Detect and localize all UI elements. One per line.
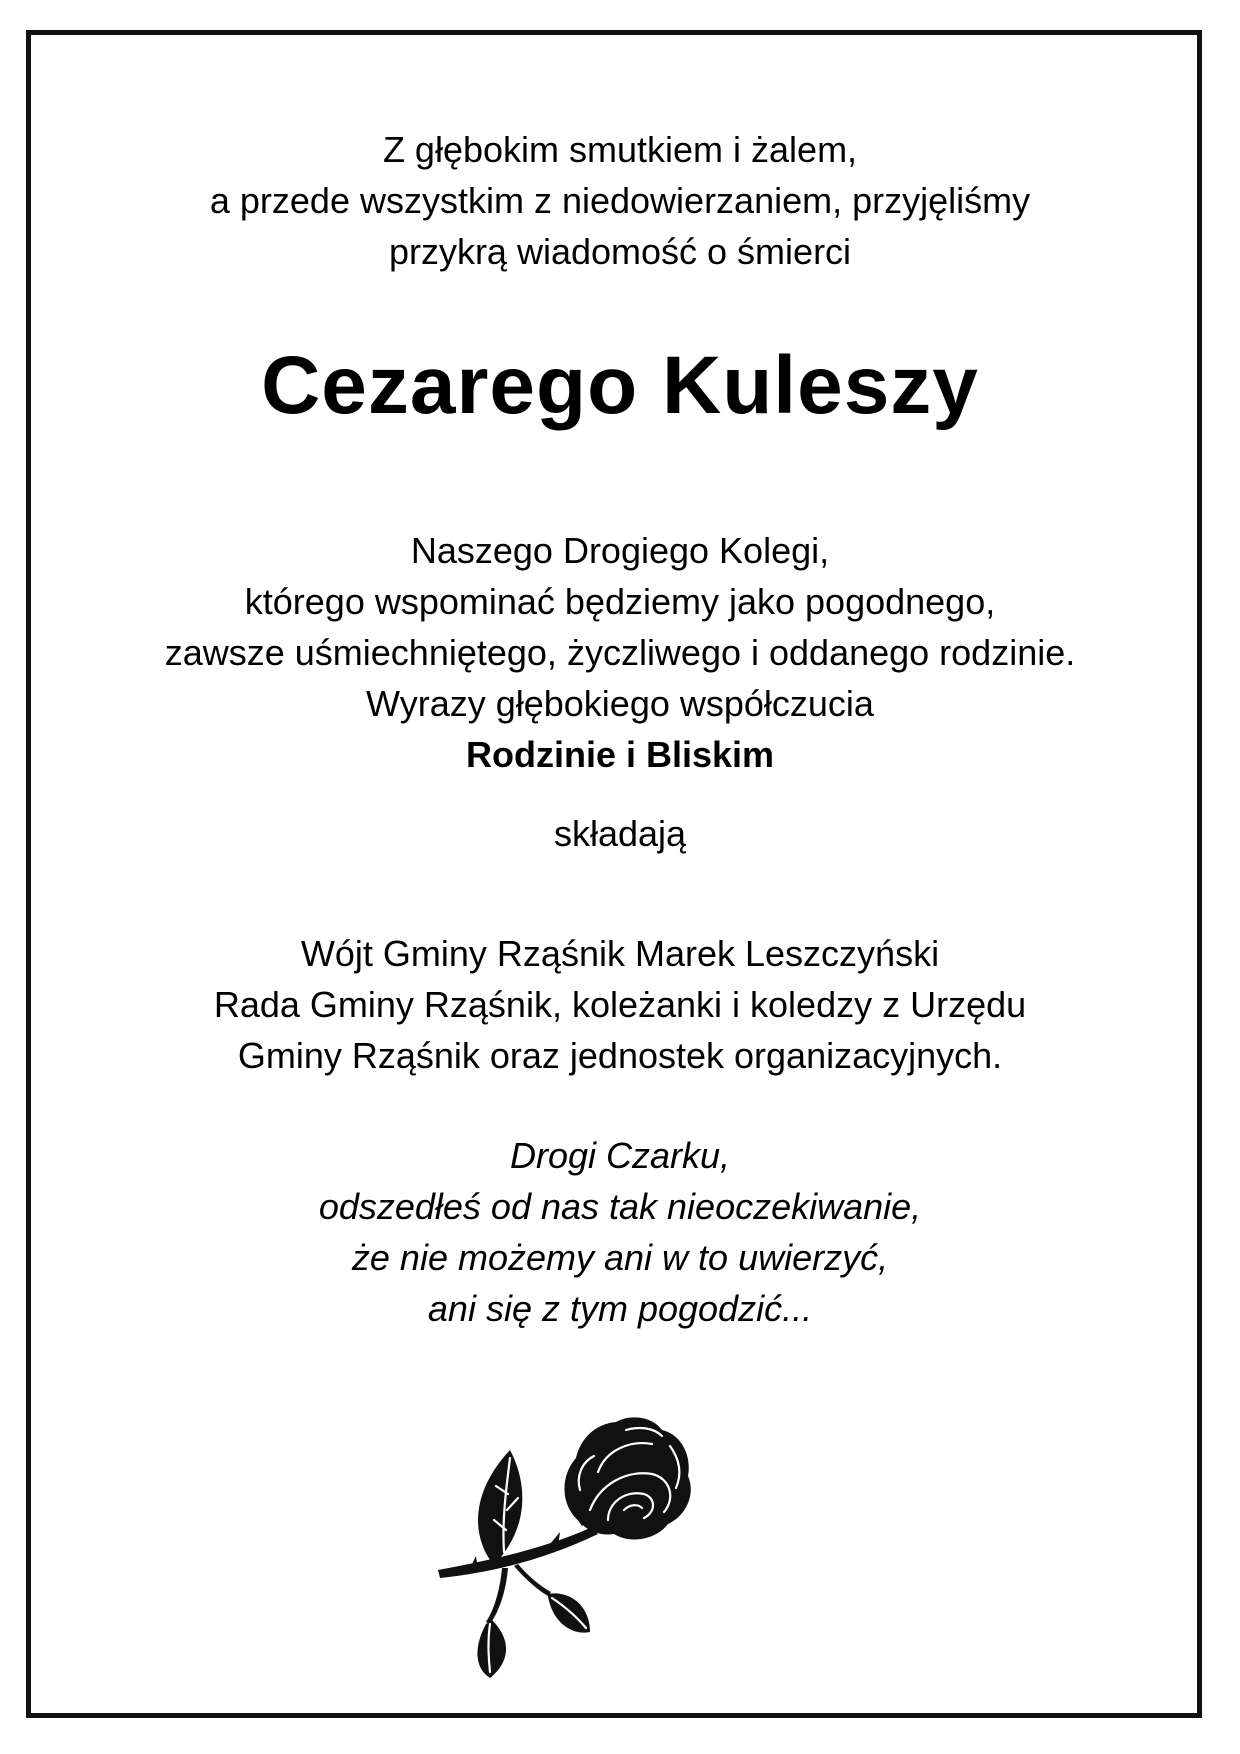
intro-text — [0, 124, 1240, 277]
tribute-text — [0, 525, 1240, 780]
farewell-line: odszedłeś od nas tak nieoczekiwanie, — [318, 1186, 922, 1227]
farewell-line: że nie możemy ani w to uwierzyć, — [351, 1237, 889, 1278]
signatory-line: Wójt Gminy Rząśnik Marek Leszczyński — [300, 933, 940, 974]
condolence-recipients: Rodzinie i Bliskim — [465, 734, 775, 775]
tribute-line: Naszego Drogiego Kolegi, — [410, 530, 830, 571]
signatory-line: Gminy Rząśnik oraz jednostek organizacyjnych. — [237, 1035, 1003, 1076]
intro-line: Z głębokim smutkiem i żalem, — [382, 129, 858, 170]
signatory-line: Rada Gminy Rząśnik, koleżanki i koledzy z Urzędu — [213, 984, 1027, 1025]
tribute-line: zawsze uśmiechniętego, życzliwego i oddanego rodzinie. — [164, 632, 1076, 673]
tribute-line: Wyrazy głębokiego współczucia — [366, 683, 874, 724]
farewell-line: ani się z tym pogodzić... — [427, 1288, 813, 1329]
farewell-message — [0, 1130, 1240, 1334]
signatories — [0, 928, 1240, 1081]
tribute-line: którego wspominać będziemy jako pogodnego, — [244, 581, 996, 622]
intro-line: przykrą wiadomość o śmierci — [388, 231, 852, 272]
farewell-line: Drogi Czarku, — [509, 1135, 731, 1176]
submitted-by-label: składają — [553, 813, 687, 854]
rose-icon — [430, 1410, 740, 1680]
deceased-name: Cezarego Kuleszy — [261, 340, 979, 431]
intro-line: a przede wszystkim z niedowierzaniem, przyjęliśmy — [209, 180, 1031, 221]
